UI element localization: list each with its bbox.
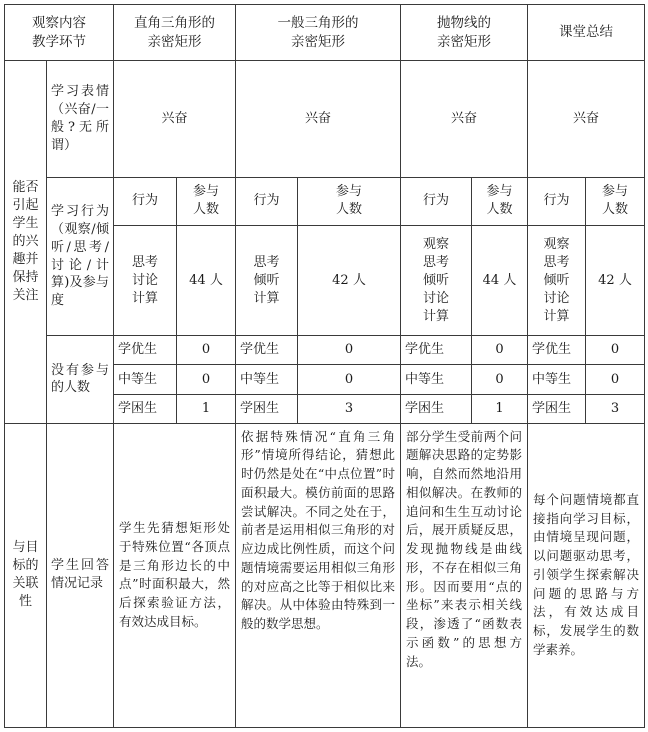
expression-value-3: 兴奋: [401, 61, 528, 177]
level-low-4: 学困生: [528, 394, 586, 423]
low-value-3: 1: [472, 394, 528, 423]
section-interest-label: 能否 引起 学生 的兴 趣并 保持 关注: [5, 61, 47, 423]
behavior-header-2: 行为: [236, 177, 298, 225]
level-top-2: 学优生: [236, 336, 298, 365]
level-low-2: 学困生: [236, 394, 298, 423]
top-value-4: 0: [586, 336, 645, 365]
mid-value-2: 0: [298, 365, 401, 394]
behavior-header-1: 行为: [114, 177, 177, 225]
answer-record-label: 学生回答情况记录: [47, 423, 114, 727]
expression-value-4: 兴奋: [528, 61, 645, 177]
answer-text-3: 部分学生受前两个问题解决思路的定势影响，自然而然地沿用相似解决。在教师的追问和生生互动讨论后，展开质疑反思，发现抛物线是曲线形，不存在相似三角形。因而要用“点的坐标”来表示相关线段，渗透了“函数表示函数”的思想方法。: [401, 423, 528, 727]
expression-value-1: 兴奋: [114, 61, 236, 177]
behavior-value-2: 思考 倾听 计算: [236, 225, 298, 335]
behavior-header-3: 行为: [401, 177, 472, 225]
mid-value-1: 0: [177, 365, 236, 394]
header-right-triangle: 直角三角形的 亲密矩形: [114, 5, 236, 61]
answer-text-4: 每个问题情境都直接指向学习目标，由情境呈现问题，以问题驱动思考，引领学生探索解决问题的思路与方法，有效达成目标，发展学生的数学素养。: [528, 423, 645, 727]
mid-value-4: 0: [586, 365, 645, 394]
level-low-3: 学困生: [401, 394, 472, 423]
count-value-2: 42 人: [298, 225, 401, 335]
level-mid-3: 中等生: [401, 365, 472, 394]
mid-value-3: 0: [472, 365, 528, 394]
observation-table: [4, 4, 645, 728]
section-goal-label: 与目 标的 关联 性: [5, 423, 47, 727]
top-value-2: 0: [298, 336, 401, 365]
behavior-value-1: 思考 讨论 计算: [114, 225, 177, 335]
count-header-4: 参与 人数: [586, 177, 645, 225]
behavior-header-4: 行为: [528, 177, 586, 225]
expression-label: 学习表情（兴奋/一般?无所谓）: [47, 61, 114, 177]
count-header-3: 参与 人数: [472, 177, 528, 225]
level-mid-1: 中等生: [114, 365, 177, 394]
count-value-4: 42 人: [586, 225, 645, 335]
level-low-1: 学困生: [114, 394, 177, 423]
top-value-1: 0: [177, 336, 236, 365]
header-parabola: 抛物线的 亲密矩形: [401, 5, 528, 61]
nonparticipants-label: 没有参与的人数: [47, 336, 114, 423]
level-top-1: 学优生: [114, 336, 177, 365]
count-header-2: 参与 人数: [298, 177, 401, 225]
header-corner: 观察内容 教学环节: [5, 5, 114, 61]
low-value-2: 3: [298, 394, 401, 423]
level-mid-4: 中等生: [528, 365, 586, 394]
answer-text-1: 学生先猜想矩形处于特殊位置“各顶点是三角形边长的中点”时面积最大，然后探索验证方法，有效达成目标。: [114, 423, 236, 727]
count-header-1: 参与 人数: [177, 177, 236, 225]
count-value-3: 44 人: [472, 225, 528, 335]
level-top-4: 学优生: [528, 336, 586, 365]
expression-value-2: 兴奋: [236, 61, 401, 177]
low-value-4: 3: [586, 394, 645, 423]
header-general-triangle: 一般三角形的 亲密矩形: [236, 5, 401, 61]
low-value-1: 1: [177, 394, 236, 423]
behavior-value-3: 观察 思考 倾听 讨论 计算: [401, 225, 472, 335]
level-top-3: 学优生: [401, 336, 472, 365]
behavior-label: 学习行为（观察/倾听/思考/讨论/计算)及参与度: [47, 177, 114, 336]
level-mid-2: 中等生: [236, 365, 298, 394]
top-value-3: 0: [472, 336, 528, 365]
count-value-1: 44 人: [177, 225, 236, 335]
answer-text-2: 依据特殊情况“直角三角形”情境所得结论，猜想此时仍然是处在“中点位置”时面积最大。模仿前面的思路尝试解决。不同之处在于，前者是运用相似三角形的对应边成比例性质，而这个问题情境需要运用相似三角形的对应高之比等于相似比来解决。从中体验由特殊到一般的数学思想。: [236, 423, 401, 727]
header-summary: 课堂总结: [528, 5, 645, 61]
behavior-value-4: 观察 思考 倾听 讨论 计算: [528, 225, 586, 335]
